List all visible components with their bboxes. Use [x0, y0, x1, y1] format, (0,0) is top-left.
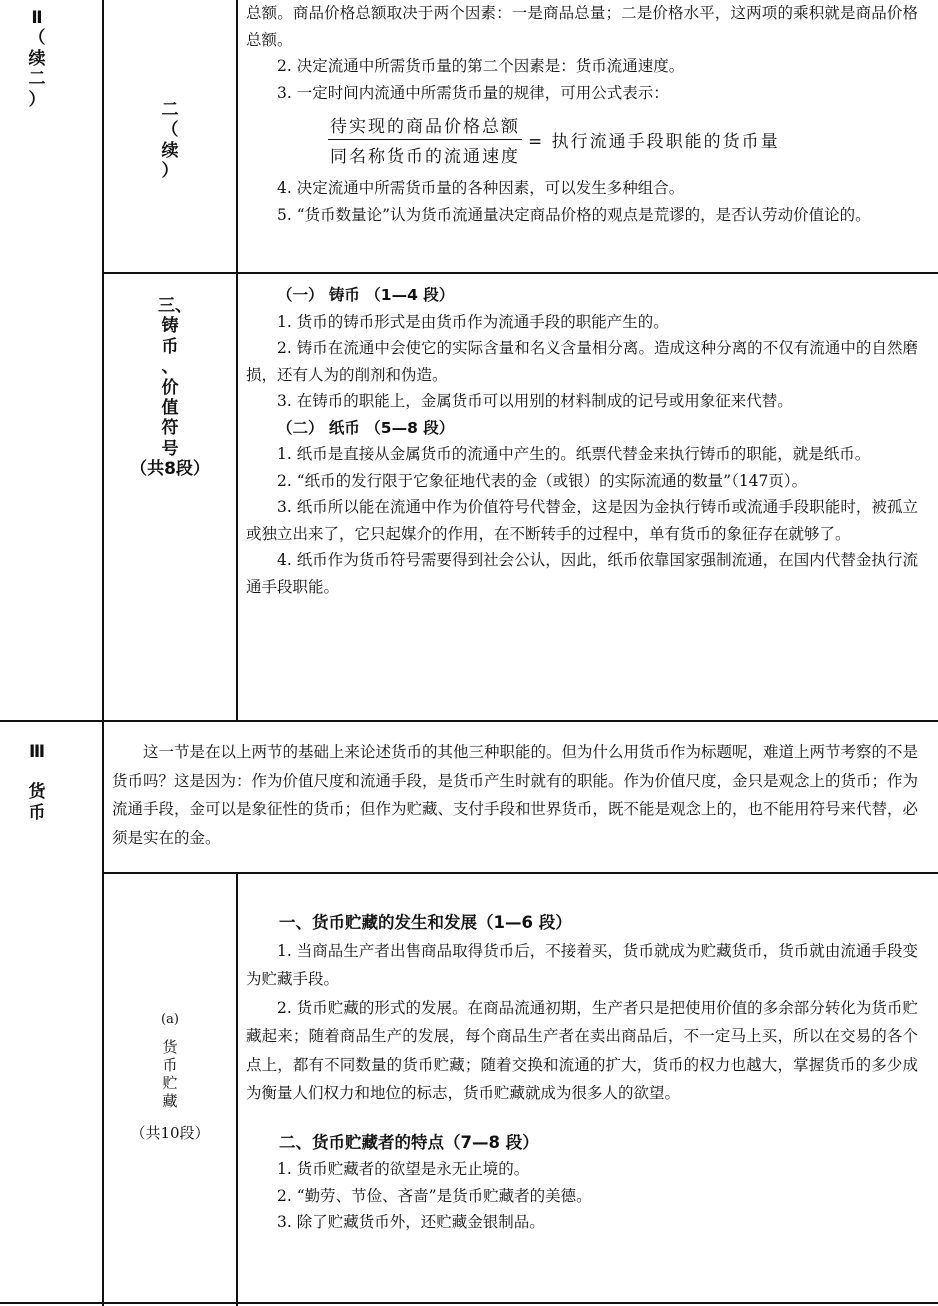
formula-numerator: 待实现的商品价格总额: [328, 112, 522, 140]
section-label-char: 铸: [161, 316, 179, 337]
section-label-count: （共8段）: [130, 459, 210, 480]
section-label-char: 贮: [162, 1073, 178, 1092]
section-label-char: 币: [161, 336, 179, 357]
chapter-label-char: Ⅲ: [28, 742, 46, 762]
paragraph: 2. 铸币在流通中会使它的实际含量和名义含量相分离。造成这种分离的不仅有流通中的自然磨损，还有人为的削剂和伪造。: [246, 339, 918, 384]
chapter-label-char: 货: [28, 782, 46, 803]
paragraph: 4. 纸币作为货币符号需要得到社会公认，因此，纸币依靠国家强制流通，在国内代替金执行流通手段职能。: [246, 551, 918, 596]
section-label-char: （: [161, 120, 179, 141]
bottom-border: [0, 1302, 938, 1304]
section-label-char: 符: [161, 418, 179, 439]
section-label-char: 、: [161, 357, 179, 378]
formula: [328, 112, 918, 167]
paragraph: 2. “勤劳、节俭、吝啬”是货币贮藏者的美德。: [277, 1186, 592, 1205]
section-label-char: 货: [162, 1037, 178, 1056]
paragraph: 4. 决定流通中所需货币量的各种因素，可以发生多种组合。: [277, 179, 685, 197]
section-label-char: 三、: [158, 296, 192, 316]
subheading: 二、货币贮藏者的特点（7—8 段）: [279, 1132, 539, 1152]
paragraph: 1. 货币的铸币形式是由货币作为流通手段的职能产生的。: [277, 312, 669, 331]
section-label-char: 藏: [162, 1091, 178, 1110]
formula-fraction: [328, 112, 522, 167]
chapter-label-char: Ⅱ: [31, 8, 43, 28]
section-a-content: [246, 910, 918, 1236]
intro-content: [112, 738, 918, 852]
paragraph: 3. 在铸币的职能上，金属货币可以用别的材料制成的记号或用象征来代替。: [277, 392, 793, 410]
col2-right-border-top: [236, 0, 238, 722]
section-label-3: [104, 296, 236, 480]
chapter-label-char: 续: [28, 48, 46, 69]
section-label-char: 二: [161, 100, 179, 120]
chapter-label-char: （: [28, 28, 46, 49]
section-label-char: 值: [161, 397, 179, 418]
paragraph: 3. 一定时间内流通中所需货币量的规律，可用公式表示：: [277, 83, 669, 102]
subheading: 一、货币贮藏的发生和发展（1—6 段）: [279, 913, 572, 932]
chapter-label-char: 二: [28, 69, 46, 90]
paragraph: 2. “纸币的发行限于它象征地代表的金（或银）的实际流通的数量”（147页）。: [277, 471, 808, 490]
subheading: （二） 纸币 （5—8 段）: [277, 418, 455, 437]
paragraph: 5. “货币数量论”认为货币流通量决定商品价格的观点是荒谬的，是否认劳动价值论的。: [277, 205, 871, 224]
paragraph: 1. 货币贮藏者的欲望是永无止境的。: [277, 1160, 530, 1178]
section-label-char: 号: [161, 438, 179, 459]
paragraph: 2. 货币贮藏的形式的发展。在商品流通初期，生产者只是把使用价值的多余部分转化为货币贮藏起来；随着商品生产的发展，每个商品生产者在卖出商品后，不一定马上买，所以在交易的各个点上，都有不同数量的货币贮藏；随着交换和流通的扩大，货币的权力也越大，掌握货币的多少成为衡量人们权力和地位的标志，货币贮藏就成为很多人的欲望。: [246, 998, 918, 1102]
chapter-label-2-cont: [12, 8, 62, 110]
intro-paragraph: 这一节是在以上两节的基础上来论述货币的其他三种职能的。但为什么用货币作为标题呢，难道上两节考察的不是货币吗？这是因为：作为价值尺度和流通手段，是货币产生时就有的职能。作为价值尺度，金只是观念上的货币；作为流通手段，金可以是象征性的货币；但作为贮藏、支付手段和世界货币，既不能是观念上的，也不能用符号来代替，必须是实在的金。: [112, 743, 919, 847]
section-label-2-cont: [104, 100, 236, 182]
section3-content: [246, 282, 918, 600]
paragraph: 3. 纸币所以能在流通中作为价值符号代替金，这是因为金执行铸币或流通手段职能时，被孤立或独立出来了，它只起媒介的作用，在不断转手的过程中，单有货币的象征存在就够了。: [246, 498, 918, 543]
section-label-char: 价: [161, 377, 179, 398]
subheading: （一） 铸币 （1—4 段）: [277, 286, 455, 304]
paragraph: 1. 纸币是直接从金属货币的流通中产生的。纸票代替金来执行铸币的职能，就是纸币。: [277, 445, 871, 463]
section-label-char: 续: [161, 140, 179, 161]
section-label-count: （共10段）: [130, 1123, 210, 1142]
divider-sec2-sec3: [102, 272, 938, 274]
section-label-a: [104, 1012, 236, 1142]
section-label-marker: (a): [161, 1012, 179, 1027]
section2-content: [246, 0, 918, 228]
section-label-char: ）: [161, 161, 179, 182]
paragraph: 总额。商品价格总额取决于两个因素：一是商品总量；二是价格水平，这两项的乘积就是商品价格总额。: [246, 4, 918, 49]
chapter-label-char: 币: [28, 802, 46, 823]
paragraph: 1. 当商品生产者出售商品取得货币后，不接着买，货币就成为贮藏货币，货币就由流通手段变为贮藏手段。: [246, 941, 918, 988]
section-label-char: 币: [162, 1055, 178, 1074]
divider-major-sections: [0, 720, 938, 722]
chapter-label-char: ）: [28, 89, 46, 110]
paragraph: 3. 除了贮藏货币外，还贮藏金银制品。: [277, 1213, 545, 1231]
divider-intro: [102, 872, 938, 874]
formula-denominator: 同名称货币的流通速度: [330, 147, 520, 167]
paragraph: 2. 决定流通中所需货币量的第二个因素是：货币流通速度。: [277, 57, 685, 75]
col2-right-border-bottom: [236, 872, 238, 1306]
formula-result: = 执行流通手段职能的货币量: [528, 132, 780, 152]
chapter-label-3: [12, 742, 62, 823]
